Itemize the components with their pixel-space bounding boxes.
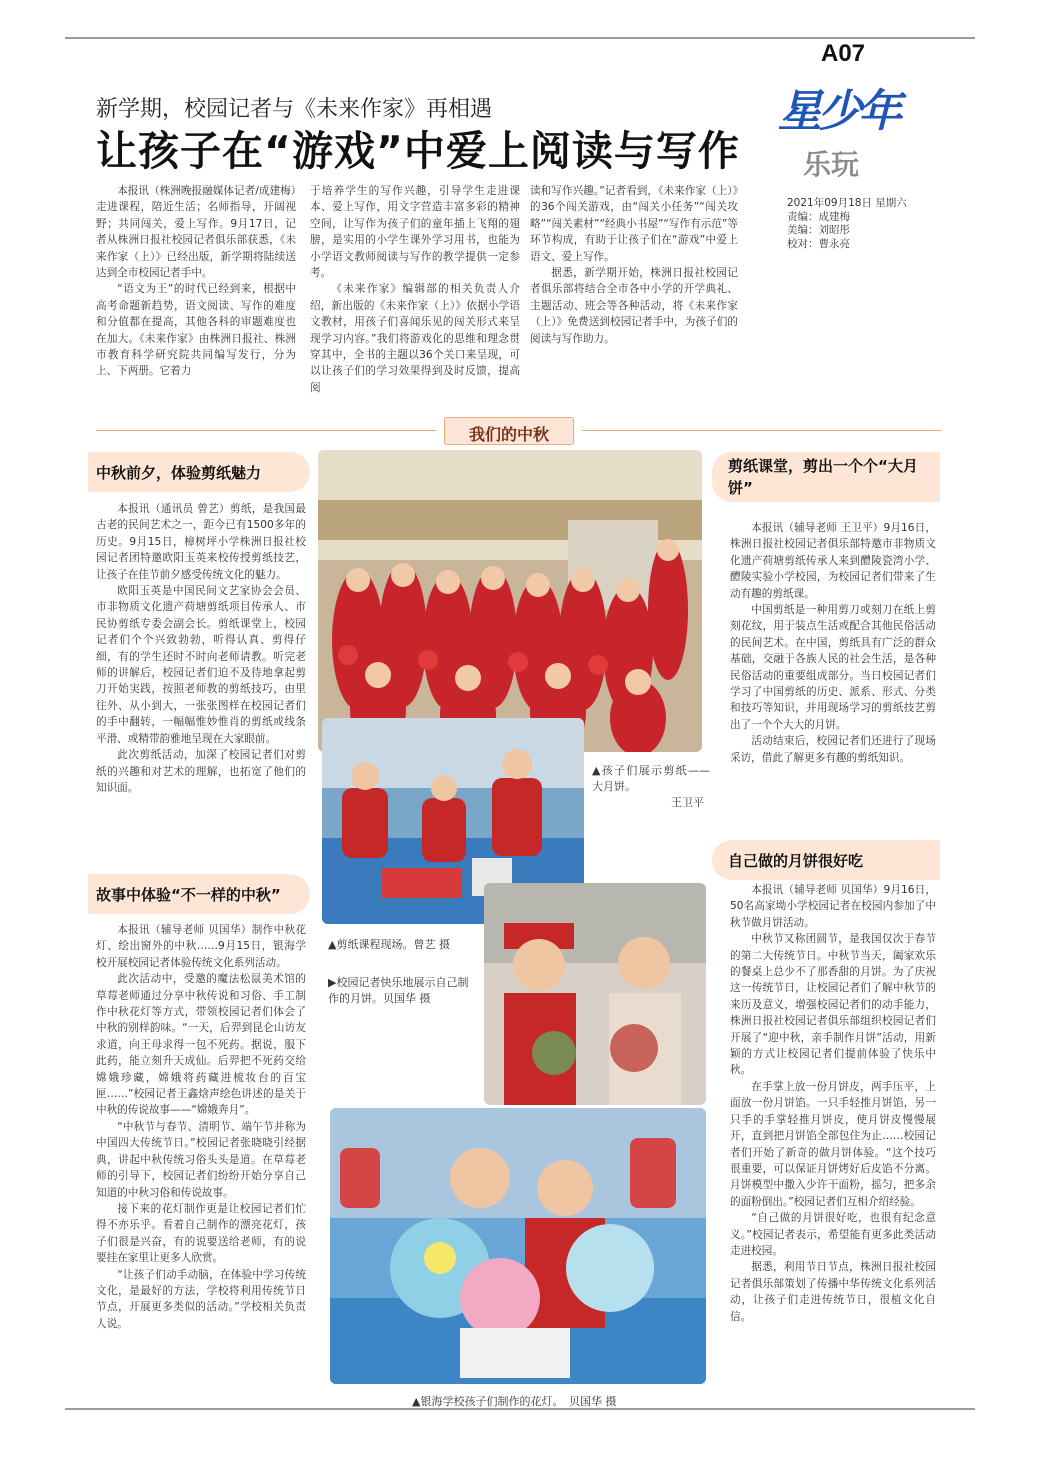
story-title: 故事中体验“不一样的中秋” xyxy=(88,874,310,914)
lead-column-3 xyxy=(530,183,738,347)
brand-logo-text: 星少年 xyxy=(778,86,898,137)
lead-paragraph: 据悉，新学期开始，株洲日报社校园记者俱乐部将结合全市各中小学的开学典礼、主题活动、班会等各种活动，将《未来作家（上）》免费送到校园记者手中，为孩子们的阅读与写作助力。 xyxy=(530,267,738,345)
editor-credit: 责编：成建梅 xyxy=(787,210,850,223)
papercut-paragraph: 本报讯（通讯员 曾艺）剪纸，是我国最古老的民间艺术之一，距今已有1500多年的历史。9月15日，樟树坪小学株洲日报社校园记者团特邀欧阳玉英来校传授剪纸技艺，让孩子在佳节前夕感受传统文化的魅力。 xyxy=(96,503,306,581)
designer-credit: 美编：刘昭彤 xyxy=(787,224,850,236)
papercut-body xyxy=(96,501,306,796)
mooncake-body xyxy=(730,882,936,1325)
mooncake-paragraph: “自己做的月饼很好吃，也很有纪念意义。”校园记者表示，希望能有更多此类活动走进校园。 xyxy=(730,1212,936,1257)
issue-date: 2021年09月18日 星期六 xyxy=(787,197,907,209)
mooncake-photo xyxy=(484,883,706,1105)
banner-rule-left xyxy=(96,430,436,431)
mooncake-paragraph: 中秋节又称团圆节，是我国仅次于春节的第二大传统节日。中秋节当天，阖家欢乐的餐桌上总少不了那香甜的月饼。为了庆祝这一传统节日，让校园记者们了解中秋节的来历及意义，增强校园记者们的动手能力，株洲日报社校园记者俱乐部组织校园记者们开展了“迎中秋，亲手制作月饼”活动，用新颖的方式让校园记者们提前体验了快乐中秋。 xyxy=(730,933,936,1077)
classroom-paragraph: 本报讯（辅导老师 王卫平）9月16日，株洲日报社校园记者俱乐部特邀市非物质文化遗产荷塘剪纸传承人来到醴陵瓷湾小学、醴陵实验小学校园，为校园记者们带来了生动有趣的剪纸课。 xyxy=(730,522,936,600)
papercut-title: 中秋前夕，体验剪纸魅力 xyxy=(88,452,310,492)
mooncake-paragraph: 本报讯（辅导老师 贝国华）9月16日，50名高家坳小学校园记者在校园内参加了中秋节做月饼活动。 xyxy=(730,884,936,929)
group-photo-caption-text: ▲孩子们展示剪纸——大月饼。 xyxy=(592,764,710,793)
bottom-rule xyxy=(65,1408,975,1410)
page-number: A07 xyxy=(821,40,866,67)
section-banner-label: 我们的中秋 xyxy=(468,425,549,444)
classroom-paragraph: 中国剪纸是一种用剪刀或刻刀在纸上剪刻花纹，用于装点生活或配合其他民俗活动的民间艺术。在中国，剪纸具有广泛的群众基础，交融于各族人民的社会生活，是各种民俗活动的重要组成部分。当日校园记者们学习了中国剪纸的历史、派系、形式、分类和技巧等知识，并用现场学习的剪纸技艺剪出了一个个大大的月饼。 xyxy=(730,604,936,731)
lantern-photo-caption: ▲银海学校孩子们制作的花灯。 贝国华 摄 xyxy=(412,1395,617,1408)
story-paragraph: 此次活动中，受邀的魔法松鼠美术馆的草莓老师通过分享中秋传说和习俗、手工制作中秋花灯等方式，带领校园记者们体会了中秋的别样韵味。“一天，后羿到昆仑山访友求道，向王母求得一包不死药。据说，服下此药，能立刻升天成仙。后羿把不死药交给嫦娥珍藏，嫦娥将药藏进梳妆台的百宝匣……”校园记者王鑫焓声绘色讲述的是关于中秋的传说故事——“嫦娥奔月”。 xyxy=(96,973,306,1117)
group-photo-credit: 王卫平 xyxy=(671,796,704,809)
group-photo xyxy=(318,450,702,752)
banner-rule-right xyxy=(582,430,942,431)
lead-headline: 让孩子在“游戏”中爱上阅读与写作 xyxy=(96,127,740,175)
mooncake-paragraph: 据悉，利用节日节点，株洲日报社校园记者俱乐部策划了传播中华传统文化系列活动，让孩子们走进传统节日，很植文化自信。 xyxy=(730,1261,936,1323)
papercut-paragraph: 欧阳玉英是中国民间文艺家协会会员、市非物质文化遗产荷塘剪纸项目传承人、市民协剪纸专委会副会长。剪纸课堂上，校园记者们个个兴致勃勃，听得认真、剪得仔细，有的学生还时不时向老师请教。听完老师的讲解后，校园记者们迫不及待地拿起剪刀开始実践，按照老师教的剪纸技巧，由里往外、从小到大，一张张图样在校园记者们的手中翻转，一幅幅惟妙惟肖的剪纸或线条平滑、或精带韵雅地呈现在大家眼前。 xyxy=(96,585,306,745)
classroom-body xyxy=(730,520,936,766)
page-meta xyxy=(787,197,907,251)
classroom-photo-caption: ▲剪纸课程现场。曾艺 摄 xyxy=(328,938,450,951)
story-paragraph: “中秋节与春节、清明节、端午节并称为中国四大传统节日。”校园记者张晓晓引经据典，讲起中秋传统习俗头头是道。在草莓老师的引导下，校园记者们纷纷开始分享自己知道的中秋习俗和传说故事。 xyxy=(96,1120,306,1199)
papercut-paragraph: 此次剪纸活动，加深了校园记者们对剪纸的兴趣和对艺术的理解，也拓宽了他们的知识面。 xyxy=(96,749,306,794)
brand-logo xyxy=(778,73,908,143)
proofreader-credit: 校对：曹永亮 xyxy=(787,237,850,250)
lead-column-1 xyxy=(96,183,296,380)
lead-kicker: 新学期，校园记者与《未来作家》再相遇 xyxy=(96,97,493,122)
story-body xyxy=(96,922,306,1332)
lead-column-2 xyxy=(310,183,520,396)
section-name: 乐玩 xyxy=(803,148,860,181)
group-photo-caption xyxy=(592,763,710,811)
story-paragraph: 本报讯（辅导老师 贝国华）制作中秋花灯、绘出窗外的中秋……9月15日，银海学校开展校园记者体验传统文化系列活动。 xyxy=(96,924,306,969)
classroom-title: 剪纸课堂，剪出一个个“大月饼” xyxy=(712,452,940,502)
classroom-paragraph: 活动结束后，校园记者们还进行了现场采访，借此了解更多有趣的剪纸知识。 xyxy=(730,735,936,764)
top-rule xyxy=(65,37,975,39)
mooncake-photo-caption: ▶校园记者快乐地展示自己制作的月饼。贝国华 摄 xyxy=(328,976,469,1005)
lead-paragraph: “语文为王”的时代已经到来，根据中高考命题新趋势，语文阅读、写作的难度和分值都在提高，其他各科的审题难度也在加大。《未来作家》由株洲日报社、株洲市教育科学研究院共同编写发行，分为上、下两册。它着力 xyxy=(96,283,296,378)
lead-paragraph: 《未来作家》编辑部的相关负责人介绍，新出版的《未来作家（上）》依据小学语文教材，用孩子们喜闻乐见的闯关形式来呈现学习内容。”我们将游戏化的思维和理念贯穿其中，全书的主题以36个关口来呈现，可以让孩子们的学习效果得到及时反馈，提高阅 xyxy=(310,283,520,394)
story-paragraph: 接下来的花灯制作更是让校园记者们忙得不亦乐乎。看着自己制作的漂亮花灯，孩子们很是兴奋，有的说要送给老师，有的说要挂在家里让更多人欣赏。 xyxy=(96,1202,306,1265)
story-paragraph: “让孩子们动手动脑，在体验中学习传统文化，是最好的方法，学校将利用传统节日节点，开展更多类似的活动。”学校相关负责人说。 xyxy=(96,1268,306,1330)
mooncake-title: 自己做的月饼很好吃 xyxy=(712,840,940,880)
lantern-photo xyxy=(330,1108,706,1384)
lead-paragraph: 读和写作兴趣。”记者看到，《未来作家（上）》的36个闯关游戏，由“闯关小任务”“闯关攻略”“闯关素材”“经典小书屋”“写作有示范”等环节构成，有助于让孩子们在“游戏”中爱上语文、爱上写作。 xyxy=(530,185,738,263)
lead-paragraph: 于培养学生的写作兴趣，引导学生走进课本、爱上写作，用文字营造丰富多彩的精神空间，让写作为孩子们的童年插上飞翔的翅膀，是实用的小学生课外学习用书，也能为小学语文教师阅读与写作的教学提供一定参考。 xyxy=(310,185,520,280)
section-banner xyxy=(444,417,574,445)
mooncake-paragraph: 在手掌上放一份月饼皮，两手压平，上面放一份月饼馅。一只手轻推月饼馅，另一只手的手掌轻推月饼皮，使月饼皮慢慢展开，直到把月饼馅全部包住为止……校园记者们开始了新奇的做月饼体验。“这个技巧很重要，可以保证月饼烤好后皮馅不分离。月饼模型中撒入少许干面粉，摇匀，把多余的面粉倒出。”校园记者们互相介绍经验。 xyxy=(730,1080,936,1208)
lead-paragraph: 本报讯（株洲晚报融媒体记者/成建梅）走进课程，陪近生活；名师指导，开阔视野；共同闯关，爱上写作。9月17日，记者从株洲日报社校园记者俱乐部获悉，《未来作家（上）》已经出版，新学期将陆续送达到全市校园记者手中。 xyxy=(96,185,296,280)
